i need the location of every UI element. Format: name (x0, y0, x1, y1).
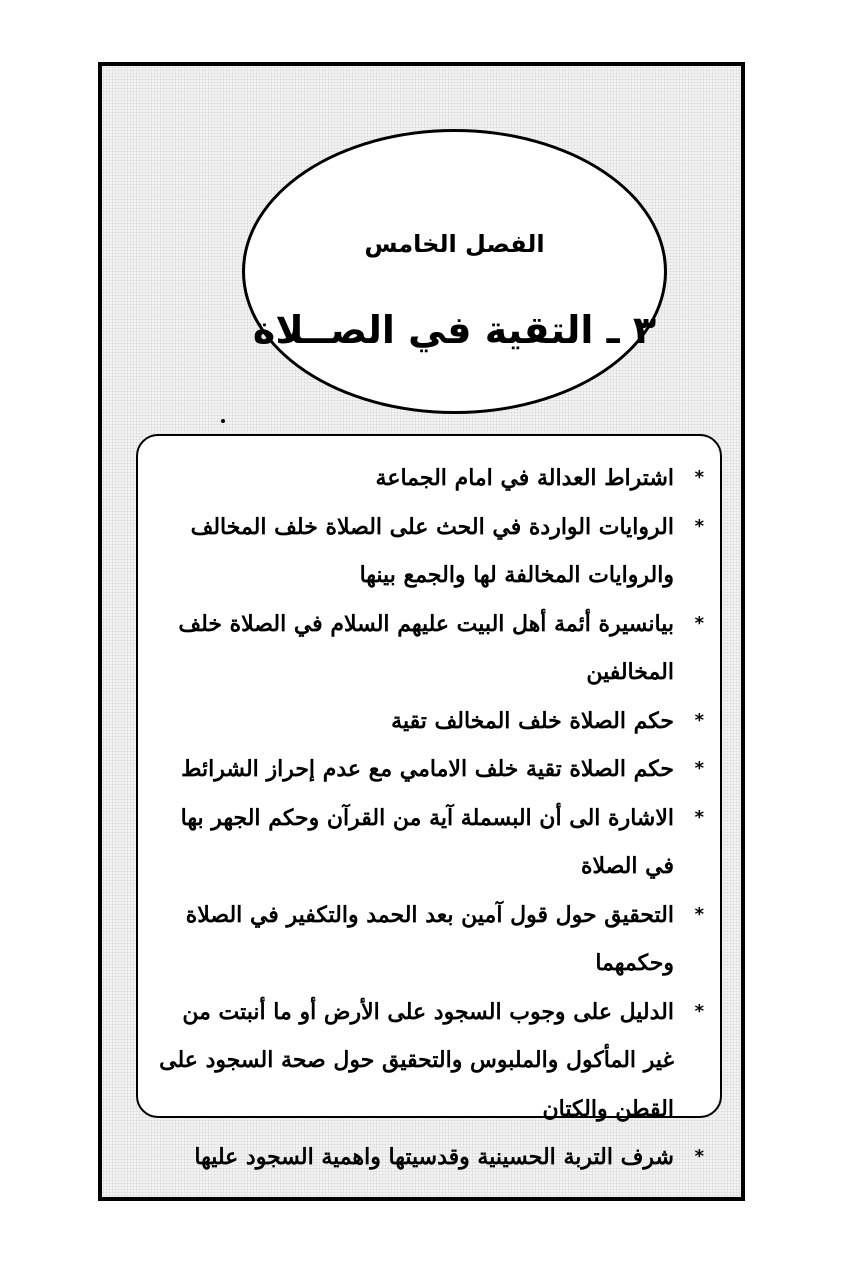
asterisk-icon: * (694, 612, 704, 634)
asterisk-icon: * (694, 515, 704, 537)
page-frame (98, 62, 745, 1201)
topic-text: التحقيق حول قول آمين بعد الحمد والتكفير في الصلاة وحكمهما (185, 901, 674, 976)
topic-text: حكم الصلاة تقية خلف الامامي مع عدم إحراز الشرائط (181, 756, 674, 782)
section-title: ٣ ـ التقية في الصــلاة (252, 308, 657, 352)
asterisk-icon: * (694, 758, 704, 779)
list-item (152, 697, 704, 746)
list-item (152, 988, 704, 1134)
topics-list (138, 436, 720, 1182)
title-oval (242, 129, 667, 414)
topic-text: الروايات الواردة في الحث على الصلاة خلف المخالف والروايات المخالفة لها والجمع بينها (190, 513, 674, 588)
list-item (152, 454, 704, 503)
list-item (152, 1133, 704, 1182)
topic-text: بيانسيرة أئمة أهل البيت عليهم السلام في الصلاة خلف المخالفين (178, 610, 674, 685)
topic-text: حكم الصلاة خلف المخالف تقية (391, 707, 674, 734)
list-item (152, 891, 704, 988)
asterisk-icon: * (694, 1146, 704, 1167)
chapter-heading: الفصل الخامس (364, 230, 545, 258)
list-item (152, 794, 704, 891)
asterisk-icon: * (694, 806, 704, 828)
topic-text: شرف التربة الحسينية وقدسيتها واهمية السجود عليها (194, 1144, 674, 1170)
list-item (152, 503, 704, 600)
asterisk-icon: * (694, 1000, 704, 1022)
list-item (152, 600, 704, 697)
topic-text: الدليل على وجوب السجود على الأرض أو ما أنبتت من غير المأكول والملبوس والتحقيق حول صحة السجود على القطن والكتان (159, 998, 674, 1122)
ink-dot (221, 419, 225, 423)
topic-text: اشتراط العدالة في امام الجماعة (375, 465, 674, 491)
topic-text: الاشارة الى أن البسملة آية من القرآن وحكم الجهر بها في الصلاة (180, 804, 674, 879)
list-item (152, 745, 704, 794)
topics-box (136, 434, 722, 1170)
asterisk-icon: * (694, 467, 704, 488)
asterisk-icon: * (694, 709, 704, 731)
asterisk-icon: * (694, 903, 704, 925)
